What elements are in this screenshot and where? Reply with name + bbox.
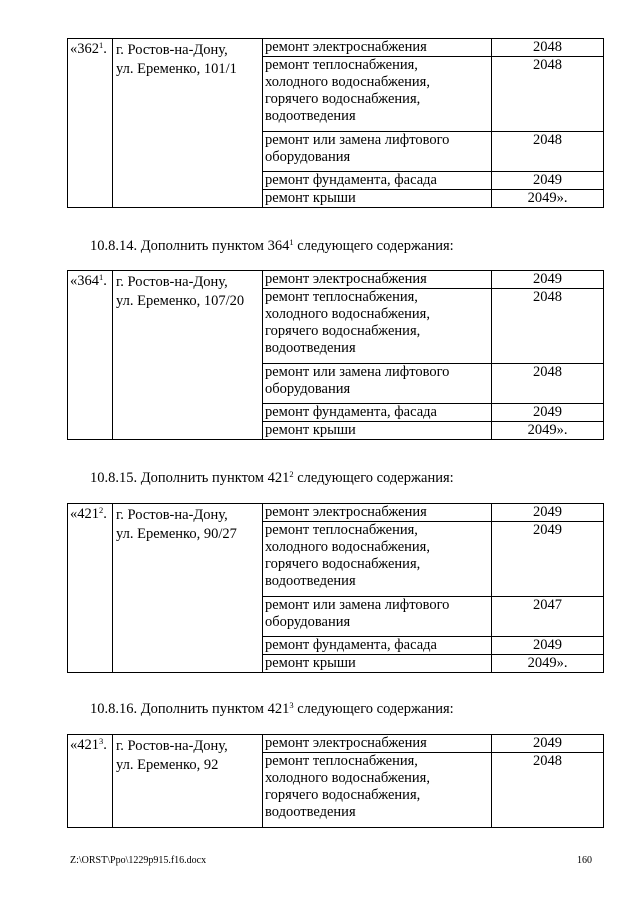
work-type-cell: [263, 190, 492, 208]
work-type-line: холодного водоснабжения,: [265, 74, 430, 90]
address-city: г. Ростов-на-Дону,: [116, 738, 228, 754]
item-number: «421: [70, 737, 99, 753]
item-number-suffix: .: [103, 737, 107, 753]
work-type-cell: [263, 735, 492, 753]
year-cell: [492, 637, 604, 655]
work-type-cell: [263, 172, 492, 190]
year-cell: [492, 404, 604, 422]
work-type-line: ремонт фундамента, фасада: [265, 404, 437, 420]
work-type-line: ремонт электроснабжения: [265, 504, 427, 520]
work-type-line: ремонт или замена лифтового: [265, 597, 450, 613]
work-type-line: ремонт фундамента, фасада: [265, 637, 437, 653]
address-street: ул. Еременко, 92: [116, 756, 219, 773]
address-street: ул. Еременко, 90/27: [116, 525, 237, 542]
work-type-line: холодного водоснабжения,: [265, 770, 430, 786]
year-value: 2048: [533, 57, 562, 73]
address-cell: [113, 735, 263, 828]
year-cell: [492, 289, 604, 364]
table-362-1: [67, 38, 604, 208]
paragraph-10-8-15: [90, 470, 454, 487]
paragraph-sup: 1: [289, 237, 294, 247]
paragraph-text-suffix: следующего содержания:: [293, 238, 454, 254]
address-cell: [113, 39, 263, 208]
paragraph-text: 10.8.16. Дополнить пунктом 421: [90, 701, 290, 717]
year-cell: [492, 522, 604, 597]
work-type-cell: [263, 364, 492, 404]
paragraph-text-suffix: следующего содержания:: [293, 701, 454, 717]
item-number: «362: [70, 41, 99, 57]
year-value: 2048: [533, 132, 562, 148]
work-type-cell: [263, 289, 492, 364]
year-value: 2048: [533, 364, 562, 380]
footer-file-path: Z:\ORST\Ppo\1229p915.f16.docx: [70, 855, 207, 866]
year-cell: [492, 655, 604, 673]
year-cell: [492, 39, 604, 57]
year-value: 2049: [533, 504, 562, 520]
work-type-cell: [263, 57, 492, 132]
year-cell: [492, 190, 604, 208]
work-type-line: водоотведения: [265, 340, 356, 356]
address-street: ул. Еременко, 107/20: [116, 292, 245, 309]
item-number-suffix: .: [103, 41, 107, 57]
year-cell: [492, 271, 604, 289]
work-type-cell: [263, 655, 492, 673]
work-type-cell: [263, 504, 492, 522]
work-type-line: ремонт теплоснабжения,: [265, 289, 418, 305]
item-number-suffix: .: [103, 506, 107, 522]
work-type-line: ремонт крыши: [265, 422, 356, 438]
paragraph-10-8-16: [90, 701, 454, 718]
year-value: 2047: [533, 597, 562, 613]
year-value: 2049».: [527, 422, 568, 438]
work-type-line: ремонт теплоснабжения,: [265, 522, 418, 538]
work-type-line: ремонт теплоснабжения,: [265, 57, 418, 73]
year-value: 2049».: [527, 190, 568, 206]
year-cell: [492, 735, 604, 753]
address-cell: [113, 504, 263, 673]
year-cell: [492, 172, 604, 190]
year-value: 2048: [533, 289, 562, 305]
item-number-sup: 2: [99, 505, 104, 515]
work-type-line: оборудования: [265, 614, 351, 630]
work-type-line: горячего водоснабжения,: [265, 323, 421, 339]
work-type-line: ремонт фундамента, фасада: [265, 172, 437, 188]
item-number-cell: [68, 504, 113, 673]
work-type-cell: [263, 753, 492, 828]
work-type-cell: [263, 597, 492, 637]
paragraph-sup: 2: [289, 469, 294, 479]
year-value: 2048: [533, 39, 562, 55]
work-type-line: ремонт теплоснабжения,: [265, 753, 418, 769]
work-type-line: водоотведения: [265, 804, 356, 820]
item-number-sup: 1: [99, 272, 104, 282]
year-value: 2049: [533, 404, 562, 420]
work-type-cell: [263, 637, 492, 655]
year-value: 2049: [533, 271, 562, 287]
table-421-2: [67, 503, 604, 673]
year-value: 2049».: [527, 655, 568, 671]
year-value: 2048: [533, 753, 562, 769]
work-type-line: холодного водоснабжения,: [265, 306, 430, 322]
work-type-line: ремонт электроснабжения: [265, 735, 427, 751]
work-type-line: горячего водоснабжения,: [265, 91, 421, 107]
year-value: 2049: [533, 522, 562, 538]
paragraph-sup: 3: [289, 700, 294, 710]
paragraph-text: 10.8.15. Дополнить пунктом 421: [90, 470, 290, 486]
table-421-3: [67, 734, 604, 828]
item-number: «364: [70, 273, 99, 289]
work-type-line: водоотведения: [265, 573, 356, 589]
work-type-cell: [263, 422, 492, 440]
paragraph-text-suffix: следующего содержания:: [293, 470, 454, 486]
address-street: ул. Еременко, 101/1: [116, 60, 237, 77]
work-type-line: водоотведения: [265, 108, 356, 124]
item-number-sup: 3: [99, 736, 104, 746]
work-type-cell: [263, 271, 492, 289]
work-type-cell: [263, 39, 492, 57]
item-number: «421: [70, 506, 99, 522]
item-number-suffix: .: [103, 273, 107, 289]
work-type-line: оборудования: [265, 149, 351, 165]
work-type-line: ремонт крыши: [265, 655, 356, 671]
year-cell: [492, 57, 604, 132]
year-cell: [492, 364, 604, 404]
page-number: 160: [577, 855, 592, 866]
work-type-line: горячего водоснабжения,: [265, 787, 421, 803]
item-number-cell: [68, 39, 113, 208]
work-type-cell: [263, 404, 492, 422]
year-value: 2049: [533, 637, 562, 653]
work-type-line: холодного водоснабжения,: [265, 539, 430, 555]
year-value: 2049: [533, 172, 562, 188]
year-cell: [492, 132, 604, 172]
year-cell: [492, 422, 604, 440]
year-value: 2049: [533, 735, 562, 751]
address-cell: [113, 271, 263, 440]
work-type-cell: [263, 522, 492, 597]
work-type-line: ремонт или замена лифтового: [265, 364, 450, 380]
item-number-cell: [68, 271, 113, 440]
year-cell: [492, 597, 604, 637]
address-city: г. Ростов-на-Дону,: [116, 42, 228, 58]
work-type-line: ремонт электроснабжения: [265, 271, 427, 287]
work-type-line: ремонт крыши: [265, 190, 356, 206]
year-cell: [492, 504, 604, 522]
work-type-line: оборудования: [265, 381, 351, 397]
item-number-cell: [68, 735, 113, 828]
table-364-1: [67, 270, 604, 440]
item-number-sup: 1: [99, 40, 104, 50]
address-city: г. Ростов-на-Дону,: [116, 274, 228, 290]
work-type-line: ремонт электроснабжения: [265, 39, 427, 55]
address-city: г. Ростов-на-Дону,: [116, 507, 228, 523]
work-type-line: ремонт или замена лифтового: [265, 132, 450, 148]
year-cell: [492, 753, 604, 828]
paragraph-text: 10.8.14. Дополнить пунктом 364: [90, 238, 290, 254]
paragraph-10-8-14: [90, 238, 454, 255]
work-type-cell: [263, 132, 492, 172]
work-type-line: горячего водоснабжения,: [265, 556, 421, 572]
